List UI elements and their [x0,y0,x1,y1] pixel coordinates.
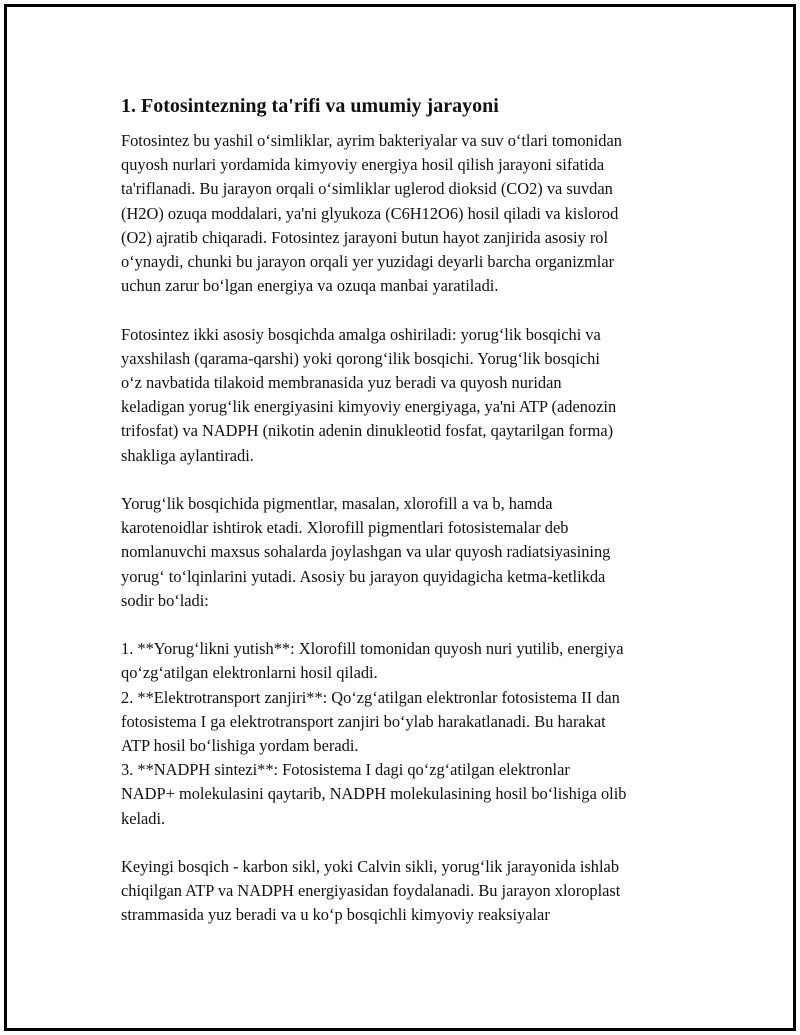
list-item-line: fotosistema I ga elektrotransport zanjiri bo‘ylab harakatlanadi. Bu harakat [121,711,606,731]
text-line: Fotosintez bu yashil o‘simliklar, ayrim bakteriyalar va suv o‘tlari tomonidan [121,131,622,150]
text-line: yorug‘ to‘lqinlarini yutadi. Asosiy bu jarayon quyidagicha ketma-ketlikda [121,566,606,586]
document-content [121,93,701,952]
text-line: trifosfat) va NADPH (nikotin adenin dinukleotid fosfat, qaytarilgan forma) [121,421,614,441]
document-page [4,4,796,1031]
list-item-line: qo‘zg‘atilgan elektronlarni hosil qiladi. [121,663,378,683]
text-line: shakliga aylantiradi. [121,445,254,465]
text-line: karotenoidlar ishtirok etadi. Xlorofill pigmentlari fotosistemalar deb [121,518,569,538]
paragraph-definition [121,129,701,298]
text-line: chiqilgan ATP va NADPH energiyasidan foydalanadi. Bu jarayon xloroplast [121,881,621,901]
text-line: keladigan yorug‘lik energiyasini kimyoviy energiyaga, ya'ni ATP (adenozin [121,397,617,417]
text-line: uchun zarur bo‘lgan energiya va ozuqa manbai yaratiladi. [121,276,499,296]
text-line: sodir bo‘ladi: [121,590,209,610]
paragraph-stages [121,323,701,468]
text-line: o‘z navbatida tilakoid membranasida yuz beradi va quyosh nuridan [121,373,562,393]
text-line: quyosh nurlari yordamida kimyoviy energiya hosil qilish jarayoni sifatida [121,155,605,175]
text-line: strammasida yuz beradi va u ko‘p bosqichli kimyoviy reaksiyalar [121,905,550,925]
list-item-line: 2. **Elektrotransport zanjiri**: Qo‘zg‘atilgan elektronlar fotosistema II dan [121,687,620,707]
list-item-line: keladi. [121,808,166,828]
paragraph-steps-list [121,637,701,831]
list-item-line: NADP+ molekulasini qaytarib, NADPH molekulasining hosil bo‘lishiga olib [121,784,627,804]
text-line: Keyingi bosqich - karbon sikl, yoki Calvin sikli, yorug‘lik jarayonida ishlab [121,857,620,877]
text-line: ta'riflanadi. Bu jarayon orqali o‘simliklar uglerod dioksid (CO2) va suvdan [121,179,613,199]
text-line: yaxshilash (qarama-qarshi) yoki qorong‘ilik bosqichi. Yorug‘lik bosqichi [121,348,600,368]
list-item-line: 3. **NADPH sintezi**: Fotosistema I dagi qo‘zg‘atilgan elektronlar [121,760,570,780]
text-line: Fotosintez ikki asosiy bosqichda amalga oshiriladi: yorug‘lik bosqichi va [121,324,601,344]
text-line: Yorug‘lik bosqichida pigmentlar, masalan, xlorofill a va b, hamda [121,494,553,514]
text-line: o‘ynaydi, chunki bu jarayon orqali yer yuzidagi deyarli barcha organizmlar [121,252,615,272]
text-line: (H2O) ozuqa moddalari, ya'ni glyukoza (C6H12O6) hosil qiladi va kislorod [121,203,619,223]
paragraph-pigments [121,492,701,613]
list-item-line: ATP hosil bo‘lishiga yordam beradi. [121,736,359,756]
paragraph-calvin-cycle [121,855,701,928]
text-line: nomlanuvchi maxsus sohalarda joylashgan va ular quyosh radiatsiyasining [121,542,611,562]
section-title: 1. Fotosintezning ta'rifi va umumiy jarayoni [121,95,499,117]
list-item-line: 1. **Yorug‘likni yutish**: Xlorofill tomonidan quyosh nuri yutilib, energiya [121,639,624,659]
text-line: (O2) ajratib chiqaradi. Fotosintez jarayoni butun hayot zanjirida asosiy rol [121,227,609,247]
